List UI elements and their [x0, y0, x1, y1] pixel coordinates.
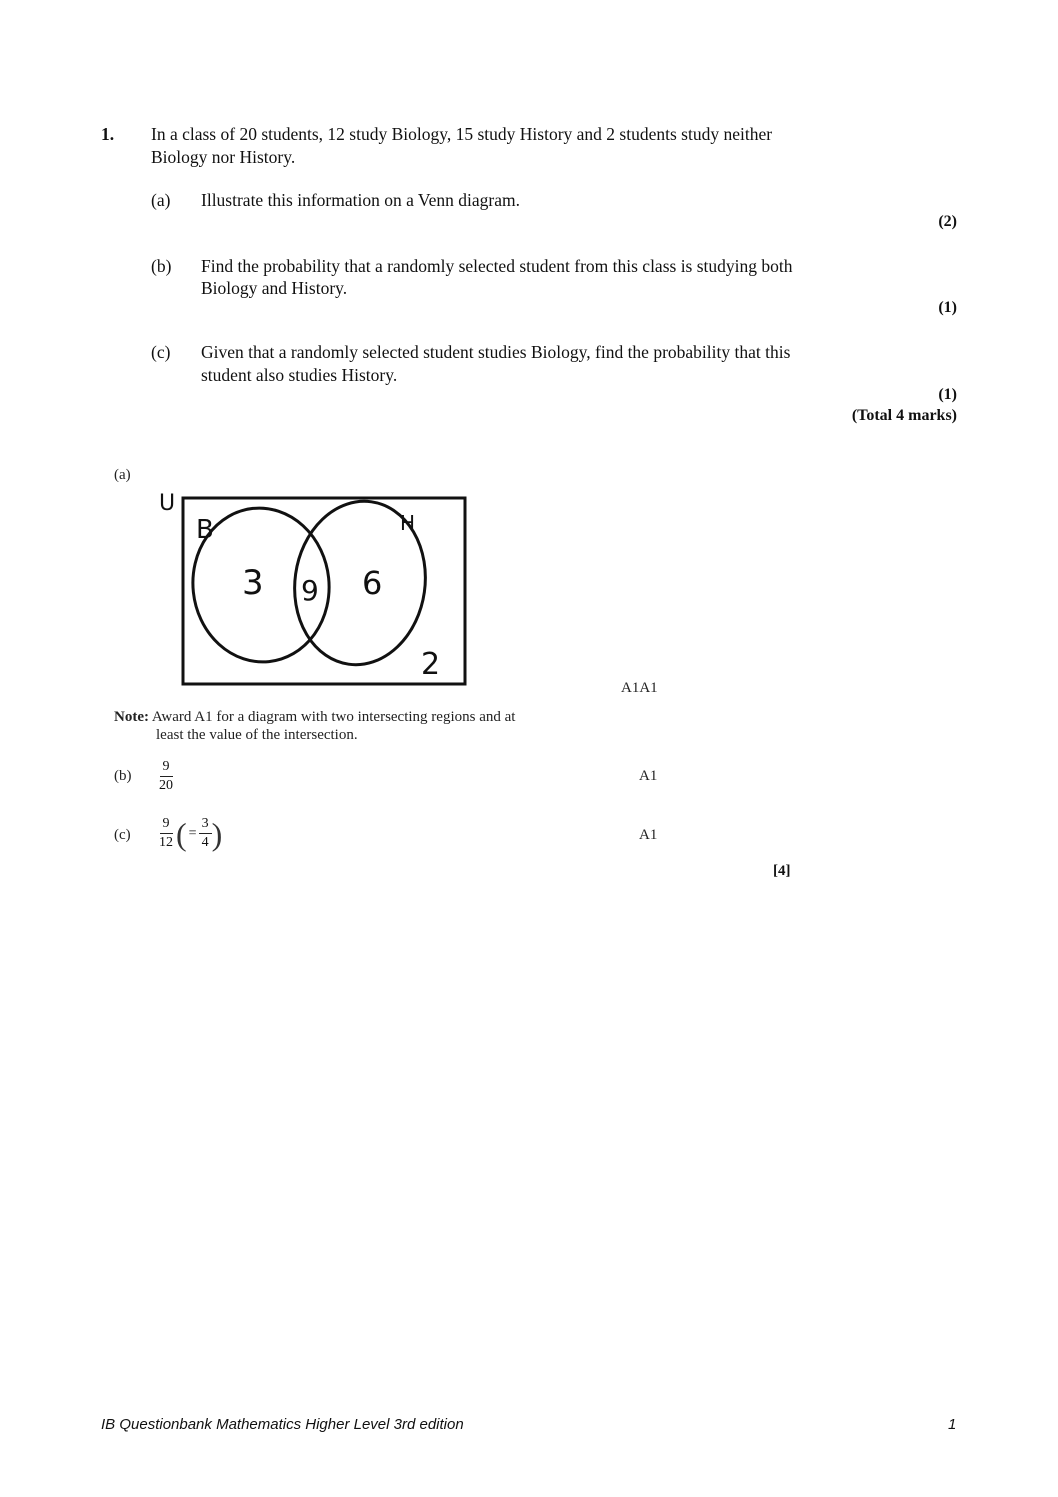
fraction-denominator: 12 [159, 835, 173, 850]
part-b-text-line1: Find the probability that a randomly selected student from this class is studying both [201, 256, 793, 276]
left-parenthesis: ( [176, 815, 187, 852]
venn-set-h-label: H [400, 511, 416, 535]
venn-universal-label: U [159, 491, 176, 516]
footer-page-number: 1 [948, 1416, 957, 1433]
equals-sign: = [188, 825, 197, 841]
fraction-denominator: 20 [159, 778, 173, 793]
part-c-text-line2: student also studies History. [201, 365, 398, 385]
venn-intersection-value: 9 [301, 574, 319, 607]
footer-title: IB Questionbank Mathematics Higher Level 3rd edition [101, 1416, 464, 1433]
venn-biology-only-value: 3 [242, 563, 264, 603]
markscheme-c-award: A1 [639, 827, 658, 843]
part-a-marks: (2) [938, 213, 957, 230]
part-c-text-line1: Given that a randomly selected student studies Biology, find the probability that this [201, 342, 791, 362]
markscheme-b-label: (b) [114, 768, 132, 784]
note-line2: least the value of the intersection. [156, 727, 358, 743]
venn-neither-value: 2 [421, 647, 441, 682]
question-stem-line1: In a class of 20 students, 12 study Biology, 15 study History and 2 students study neither [151, 124, 773, 144]
fraction-numerator: 3 [199, 816, 212, 834]
fraction-numerator: 9 [160, 816, 173, 834]
part-b-marks: (1) [938, 299, 957, 316]
part-c-label: (c) [151, 342, 171, 362]
markscheme-a-label: (a) [114, 467, 131, 483]
note-label: Note: [114, 709, 149, 725]
markscheme-total: [4] [773, 863, 791, 879]
venn-history-only-value: 6 [362, 564, 383, 602]
markscheme-c-label: (c) [114, 827, 131, 843]
question-total: (Total 4 marks) [851, 407, 957, 424]
question-number: 1. [101, 124, 115, 144]
markscheme-b-fraction [156, 759, 176, 794]
part-a-label: (a) [151, 190, 171, 210]
markscheme-b-award: A1 [639, 768, 658, 784]
markscheme-c-fraction [156, 816, 176, 851]
markscheme-c-expression [156, 816, 222, 851]
venn-set-b-label: B [196, 515, 214, 545]
venn-diagram [150, 482, 480, 694]
note-line1: Award A1 for a diagram with two intersecting regions and at [151, 709, 516, 725]
right-parenthesis: ) [211, 815, 223, 852]
part-a-text: Illustrate this information on a Venn diagram. [201, 190, 520, 210]
part-c-marks: (1) [938, 386, 957, 403]
markscheme-a-award: A1A1 [621, 680, 658, 696]
part-b-label: (b) [151, 256, 172, 276]
part-b-text-line2: Biology and History. [201, 278, 348, 298]
question-stem-line2: Biology nor History. [151, 147, 296, 167]
fraction-denominator: 4 [201, 835, 209, 850]
markscheme-c-simplified-fraction [199, 816, 212, 851]
fraction-numerator: 9 [160, 759, 173, 777]
